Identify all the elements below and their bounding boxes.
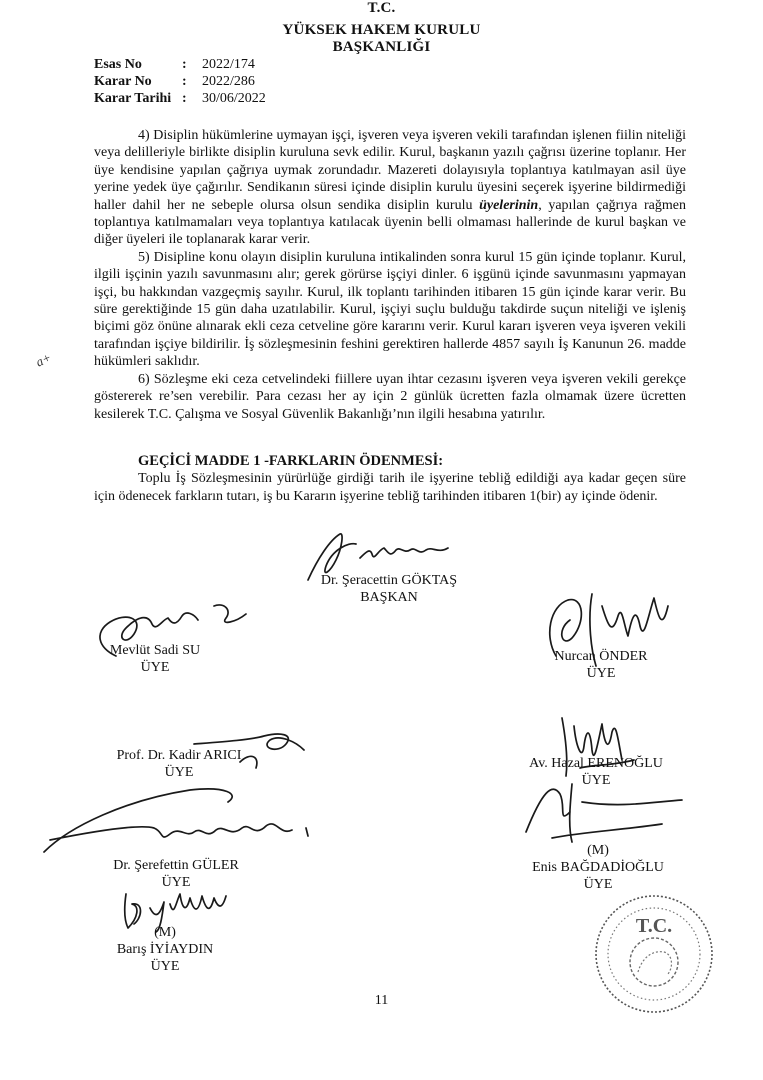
signatory-role: BAŞKAN	[360, 590, 418, 605]
signatory-role: ÜYE	[164, 765, 194, 780]
meta-label: Esas No	[94, 57, 142, 72]
paragraph-4	[94, 127, 686, 249]
paragraph-4-text-b: , yapılan çağrıya rağmen toplantıya katılmamaları veya toplantıya katılacak üyenin belli olmaması hallerinde de kurul başkan ve diğer üyeleri ile toplanarak karar verir.	[94, 197, 686, 248]
paragraph-4-text-a: 4) Disiplin hükümlerine uymayan işçi, işveren veya işveren vekili tarafından işlenen fiilin niteliği veya delilleriyle birlikte disiplin kuruluna sevk edilir. Kurul, başkanın yazılı çağrısı üzerine toplanır. Her üye kendisine yapılan çağrıya uymak zorundadır. Mazereti dolayısıyla toplantıya katılmayan asil üye yerine yedek üye çağırılır. Sendikanın süresi içinde disiplin kurulu üyesini seçerek işyerine bildirmediği haller dahil her ne sebeple olursa olsun sendika disiplin kurulu	[94, 128, 686, 213]
page-number: 11	[374, 993, 389, 1008]
case-metadata	[94, 56, 266, 107]
paragraph-5: 5) Disipline konu olayın disiplin kuruluna intikalinden sonra kurul 15 gün içinde toplanır. Kurul, ilgili işçinin yazılı savunmasını alır; gerek görürse işçiyi dinler. 6 işgünü içinde savunmasını yapmayan işçi, bu hakkından vazgeçmiş sayılır. Kurul, ilk toplantı tarihinden itibaren 15 gün içinde karar verir. Bu süre gerektiğinde 15 gün daha uzatılabilir. Kurul, işçiyi suçlu bulduğu takdirde suçun niteliği ve işleniş biçimi göz önüne alınarak ekli ceza cetveline göre kararını verir. Kurul kararı işveren veya işveren vekili tarafından işçiye bildirilir. İş sözleşmesinin feshini gerektiren hallerde 4857 sayılı İş Kanunun 26. madde hükümleri saklıdır.	[94, 249, 686, 370]
meta-colon: :	[182, 91, 187, 106]
header-presidency: BAŞKANLIĞI	[332, 39, 431, 55]
temporary-article-heading: GEÇİCİ MADDE 1 -FARKLARIN ÖDENMESİ:	[138, 453, 444, 469]
signatory-note: (M)	[154, 925, 176, 940]
meta-colon: :	[182, 74, 187, 89]
signatory-note: (M)	[587, 843, 609, 858]
signatory-name: Mevlüt Sadi SU	[109, 643, 201, 658]
signatory-mevlut	[90, 642, 220, 676]
signatory-role: ÜYE	[161, 875, 191, 890]
signatory-nurcan	[536, 648, 666, 682]
stamp-text: T.C.	[635, 915, 673, 937]
margin-note: a+	[33, 349, 54, 370]
signatory-name: Dr. Şeracettin GÖKTAŞ	[320, 573, 458, 588]
signature-enis-scribble	[512, 772, 692, 852]
meta-row-karar	[94, 73, 266, 90]
body-text	[94, 127, 686, 423]
signatory-role: ÜYE	[150, 959, 180, 974]
signatory-role: ÜYE	[583, 877, 613, 892]
meta-value: 2022/286	[202, 74, 255, 89]
header-institution: YÜKSEK HAKEM KURULU	[282, 22, 481, 38]
meta-label: Karar Tarihi	[94, 91, 172, 106]
meta-value: 30/06/2022	[202, 91, 266, 106]
signatory-name: Barış İYİAYDIN	[116, 942, 214, 957]
meta-value: 2022/174	[202, 57, 255, 72]
signatory-enis	[518, 842, 678, 893]
temporary-article-text: Toplu İş Sözleşmesinin yürürlüğe girdiği tarih ile işyerine tebliğ edildiği aya kadar geçen süre için ödenecek farkların tutarı, iş bu Kararın işyerine tebliğ tarihinden itibaren 1(bir) ay içinde ödenir.	[94, 471, 686, 504]
meta-row-tarih	[94, 90, 266, 107]
meta-label: Karar No	[94, 74, 152, 89]
signatory-name: Nurcan ÖNDER	[554, 649, 648, 664]
signatory-name: Enis BAĞDADİOĞLU	[532, 860, 664, 875]
header-tc: T.C.	[367, 0, 396, 16]
meta-colon: :	[182, 57, 187, 72]
signatory-baris	[100, 924, 230, 975]
signatory-kadir	[104, 747, 254, 781]
temporary-article	[94, 453, 686, 505]
signatory-president	[304, 572, 474, 606]
signatory-name: Prof. Dr. Kadir ARICI	[116, 748, 242, 763]
signatory-role: ÜYE	[586, 666, 616, 681]
paragraph-6: 6) Sözleşme eki ceza cetvelindeki fiillere uyan ihtar cezasını işveren veya işveren vekili gerekçe göstererek re’sen verebilir. Para cezası her ay için 2 günlük ücretten fazla olmamak üzere ücretten kesilerek T.C. Çalışma ve Sosyal Güvenlik Bakanlığı’nın ilgili hesabına yatırılır.	[94, 371, 686, 422]
meta-row-esas	[94, 56, 266, 73]
signatory-role: ÜYE	[581, 773, 611, 788]
paragraph-4-emphasis: üyelerinin	[479, 197, 539, 213]
signatory-role: ÜYE	[140, 660, 170, 675]
signatory-name: Dr. Şerefettin GÜLER	[113, 858, 239, 873]
signatory-name: Av. Hazal ERENOĞLU	[529, 756, 663, 771]
